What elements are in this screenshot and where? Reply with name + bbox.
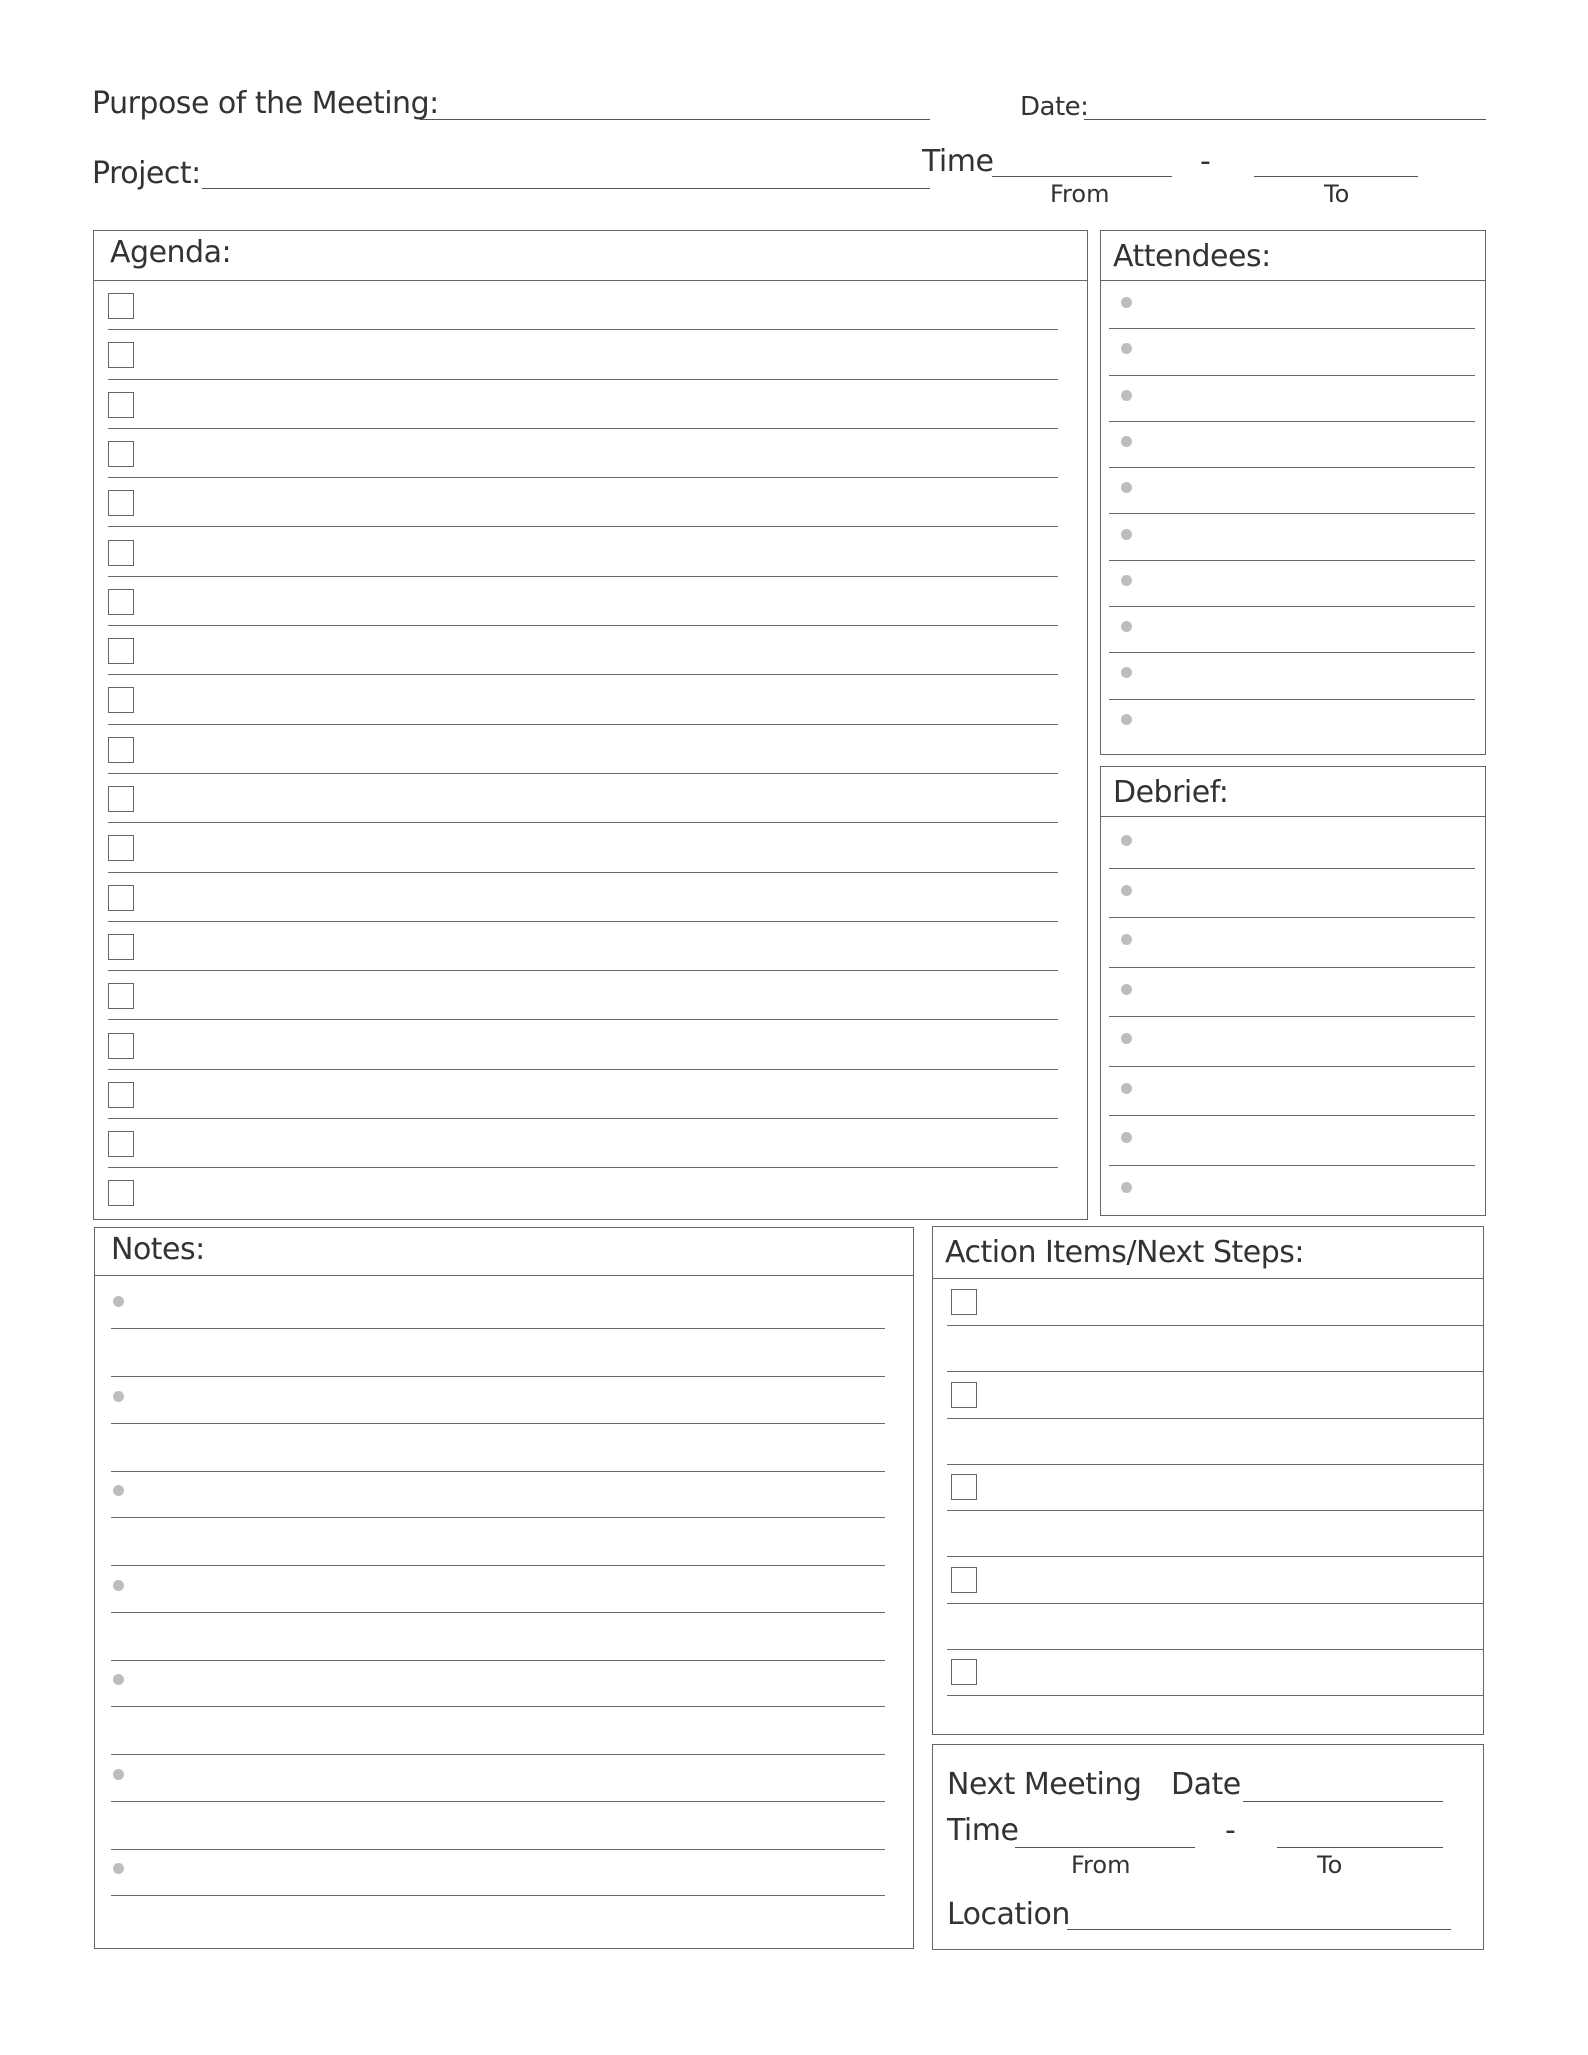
bullet-icon (1121, 343, 1132, 354)
notes-section (94, 1227, 914, 1949)
debrief-row (1101, 819, 1485, 869)
agenda-checkbox[interactable] (108, 490, 134, 516)
agenda-row (94, 971, 1087, 1020)
next-meeting-time-dash: - (1225, 1813, 1236, 1848)
project-label: Project: (92, 156, 201, 191)
bullet-icon (113, 1485, 124, 1496)
note-item (95, 1560, 913, 1655)
attendee-row (1101, 329, 1485, 375)
agenda-checkbox[interactable] (108, 737, 134, 763)
time-to-label: To (1324, 180, 1350, 208)
agenda-checkbox[interactable] (108, 983, 134, 1009)
note-line[interactable] (111, 1706, 885, 1707)
agenda-row (94, 922, 1087, 971)
bullet-icon (113, 1674, 124, 1685)
agenda-row (94, 429, 1087, 478)
agenda-checkbox[interactable] (108, 687, 134, 713)
attendee-row (1101, 422, 1485, 468)
debrief-title: Debrief: (1113, 775, 1229, 810)
agenda-header (94, 231, 1087, 281)
note-line[interactable] (111, 1612, 885, 1613)
next-meeting-time-from-field[interactable] (1015, 1847, 1195, 1848)
agenda-row (94, 1021, 1087, 1070)
agenda-row (94, 873, 1087, 922)
action-line[interactable] (947, 1418, 1483, 1419)
agenda-row (94, 478, 1087, 527)
action-line[interactable] (947, 1325, 1483, 1326)
purpose-field[interactable] (420, 119, 930, 120)
notes-title: Notes: (111, 1232, 205, 1267)
bullet-icon (1121, 621, 1132, 632)
date-label: Date: (1020, 92, 1089, 122)
purpose-label: Purpose of the Meeting: (92, 86, 439, 121)
agenda-checkbox[interactable] (108, 1033, 134, 1059)
action-items-title: Action Items/Next Steps: (945, 1235, 1304, 1270)
action-checkbox[interactable] (951, 1289, 977, 1315)
bullet-icon (1121, 714, 1132, 725)
debrief-row (1101, 918, 1485, 968)
bullet-icon (1121, 667, 1132, 678)
agenda-checkbox[interactable] (108, 1131, 134, 1157)
attendee-row (1101, 653, 1485, 699)
action-item (933, 1557, 1483, 1650)
attendees-section (1100, 230, 1486, 755)
debrief-row (1101, 968, 1485, 1018)
attendees-header (1101, 231, 1485, 281)
attendee-row (1101, 607, 1485, 653)
next-meeting-to-label: To (1317, 1851, 1343, 1879)
date-field[interactable] (1084, 119, 1486, 120)
notes-header (95, 1228, 913, 1276)
bullet-icon (1121, 1132, 1132, 1143)
bullet-icon (113, 1580, 124, 1591)
bullet-icon (1121, 297, 1132, 308)
agenda-row (94, 675, 1087, 724)
bullet-icon (1121, 1033, 1132, 1044)
action-item (933, 1372, 1483, 1465)
action-checkbox[interactable] (951, 1659, 977, 1685)
debrief-row (1101, 1067, 1485, 1117)
attendee-row (1101, 376, 1485, 422)
note-line[interactable] (111, 1801, 885, 1802)
bullet-icon (1121, 1182, 1132, 1193)
attendee-row (1101, 283, 1485, 329)
bullet-icon (1121, 885, 1132, 896)
debrief-row (1101, 1166, 1485, 1216)
next-meeting-date-label: Date (1171, 1767, 1241, 1802)
attendee-row (1101, 515, 1485, 561)
agenda-checkbox[interactable] (108, 540, 134, 566)
agenda-row (94, 330, 1087, 379)
note-item (95, 1465, 913, 1560)
agenda-row (94, 281, 1087, 330)
next-meeting-time-label: Time (947, 1813, 1019, 1848)
agenda-row (94, 380, 1087, 429)
attendees-title: Attendees: (1113, 239, 1271, 274)
attendee-row (1101, 468, 1485, 514)
note-line[interactable] (111, 1517, 885, 1518)
bullet-icon (1121, 482, 1132, 493)
agenda-title: Agenda: (110, 235, 232, 270)
agenda-checkbox[interactable] (108, 786, 134, 812)
agenda-row (94, 577, 1087, 626)
action-line[interactable] (947, 1603, 1483, 1604)
bullet-icon (1121, 390, 1132, 401)
action-checkbox[interactable] (951, 1382, 977, 1408)
next-meeting-location-label: Location (947, 1897, 1070, 1932)
debrief-row (1101, 1116, 1485, 1166)
agenda-checkbox[interactable] (108, 638, 134, 664)
bullet-icon (1121, 436, 1132, 447)
note-line[interactable] (111, 1328, 885, 1329)
agenda-checkbox[interactable] (108, 293, 134, 319)
agenda-checkbox[interactable] (108, 392, 134, 418)
bullet-icon (113, 1863, 124, 1874)
attendee-row (1101, 700, 1485, 746)
next-meeting-time-to-field[interactable] (1277, 1847, 1443, 1848)
bullet-icon (1121, 934, 1132, 945)
bullet-icon (1121, 984, 1132, 995)
bullet-icon (113, 1769, 124, 1780)
time-to-field[interactable] (1254, 176, 1418, 177)
next-meeting-location-field[interactable] (1067, 1929, 1451, 1930)
action-item (933, 1279, 1483, 1372)
action-items-section (932, 1226, 1484, 1735)
agenda-row (94, 1168, 1087, 1217)
debrief-row (1101, 869, 1485, 919)
time-label: Time (922, 144, 994, 179)
bullet-icon (1121, 835, 1132, 846)
note-item (95, 1654, 913, 1749)
bullet-icon (1121, 1083, 1132, 1094)
note-line[interactable] (111, 1423, 885, 1424)
agenda-checkbox[interactable] (108, 934, 134, 960)
agenda-checkbox[interactable] (108, 1082, 134, 1108)
action-checkbox[interactable] (951, 1474, 977, 1500)
bullet-icon (1121, 529, 1132, 540)
agenda-checkbox[interactable] (108, 441, 134, 467)
time-from-field[interactable] (992, 176, 1172, 177)
next-meeting-section (932, 1744, 1484, 1950)
action-checkbox[interactable] (951, 1567, 977, 1593)
agenda-row (94, 1070, 1087, 1119)
attendee-row (1101, 561, 1485, 607)
debrief-section (1100, 766, 1486, 1216)
note-item (95, 1843, 913, 1938)
agenda-row (94, 1119, 1087, 1168)
next-meeting-date-field[interactable] (1243, 1801, 1443, 1802)
agenda-row (94, 774, 1087, 823)
next-meeting-title: Next Meeting (947, 1767, 1142, 1802)
action-item (933, 1464, 1483, 1557)
agenda-checkbox[interactable] (108, 589, 134, 615)
note-item (95, 1749, 913, 1844)
agenda-row (94, 626, 1087, 675)
agenda-row (94, 528, 1087, 577)
agenda-section (93, 230, 1088, 1220)
next-meeting-from-label: From (1071, 1851, 1131, 1879)
agenda-checkbox[interactable] (108, 885, 134, 911)
project-field[interactable] (202, 188, 930, 189)
action-item (933, 1649, 1483, 1742)
debrief-row (1101, 1017, 1485, 1067)
note-line[interactable] (111, 1895, 885, 1896)
note-item (95, 1371, 913, 1466)
action-line[interactable] (947, 1510, 1483, 1511)
agenda-row (94, 823, 1087, 872)
action-line[interactable] (947, 1695, 1483, 1696)
bullet-icon (1121, 575, 1132, 586)
agenda-checkbox[interactable] (108, 342, 134, 368)
agenda-row (94, 725, 1087, 774)
time-from-label: From (1050, 180, 1110, 208)
action-items-header (933, 1227, 1483, 1279)
note-item (95, 1276, 913, 1371)
agenda-checkbox[interactable] (108, 835, 134, 861)
bullet-icon (113, 1391, 124, 1402)
debrief-header (1101, 767, 1485, 817)
agenda-checkbox[interactable] (108, 1180, 134, 1206)
time-dash: - (1200, 144, 1211, 179)
bullet-icon (113, 1296, 124, 1307)
